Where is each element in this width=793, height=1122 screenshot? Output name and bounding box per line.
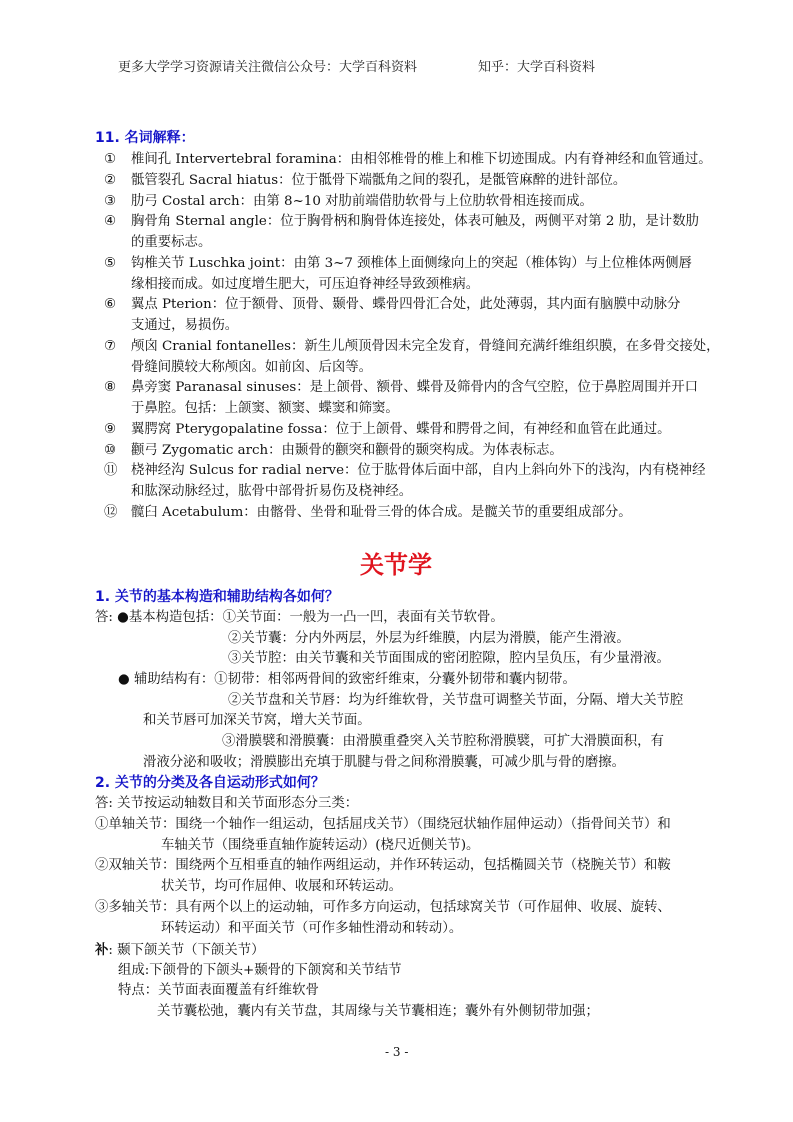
q2-line: ③多轴关节：具有两个以上的运动轴，可作多方向运动，包括球窝关节（可作屈伸、收展、旋转、 [95,900,671,915]
item-number: ③ [104,193,117,209]
q2-line: ①单轴关节：围绕一个轴作一组运动，包括屈戌关节）（围绕冠状轴作屈伸运动）（指骨间关节）和 [95,817,671,832]
section-11-heading: 11. 名词解释： [95,130,195,146]
q1-heading: 1. 关节的基本构造和辅助结构各如何？ [95,589,339,605]
supplement-line: 关节囊松弛，囊内有关节盘，其周缘与关节囊相连；囊外有外侧韧带加强； [157,1004,599,1019]
q1-line: 答: ●基本构造包括：①关节面：一般为一凸一凹，表面有关节软骨。 [95,610,504,625]
q1-line: ②关节囊：分内外两层，外层为纤维膜，内层为滑膜，能产生滑液。 [228,631,630,646]
q1-line: ③滑膜襞和滑膜囊：由滑膜重叠突入关节腔称滑膜襞，可扩大滑膜面积，有 [222,734,664,749]
glossary-line: 胸骨角 Sternal angle：位于胸骨柄和胸骨体连接处，体表可触及，两侧平对第 2 肋，是计数肋 [131,214,699,230]
glossary-line: 桡神经沟 Sulcus for radial nerve：位于肱骨体后面中部，自内上斜向外下的浅沟，内有桡神经 [131,463,706,479]
supplement-line: 组成:下颌骨的下颌头+颞骨的下颌窝和关节结节 [118,963,402,978]
item-number: ⑥ [104,297,117,313]
q2-line: 状关节，均可作屈伸、收展和环转运动。 [161,879,403,894]
q2-line: 环转运动）和平面关节（可作多轴性滑动和转动）。 [161,921,463,936]
q2-heading: 2. 关节的分类及各自运动形式如何？ [95,775,325,791]
item-number: ⑩ [104,442,117,458]
q1-line: 和关节唇可加深关节窝，增大关节面。 [143,713,371,728]
glossary-line: 髋臼 Acetabulum：由髂骨、坐骨和耻骨三骨的体合成。是髋关节的重要组成部分。 [131,504,632,520]
header-left: 更多大学学习资源请关注微信公众号：大学百科资料 [118,60,418,75]
q2-line: 答: 关节按运动轴数目和关节面形态分三类： [95,796,359,811]
item-number: ⑪ [104,463,118,479]
page-number: - 3 - [385,1045,409,1059]
glossary-line: 椎间孔 Intervertebral foramina：由相邻椎骨的椎上和椎下切迹围成。内有脊神经和血管通过。 [131,152,712,167]
glossary-line: 钩椎关节 Luschka joint：由第 3~7 颈椎体上面侧缘向上的突起（椎体钩）与上位椎体两侧唇 [131,255,692,271]
q2-line: ②双轴关节：围绕两个互相垂直的轴作两组运动，并作环转运动，包括椭圆关节（桡腕关节）和鞍 [95,858,671,873]
header-right: 知乎：大学百科资料 [478,60,596,75]
glossary-line: 的重要标志。 [131,235,212,250]
chapter-title: 关节学 [360,551,432,579]
item-number: ① [104,152,117,167]
glossary-line: 和肱深动脉经过，肱骨中部骨折易伤及桡神经。 [131,484,413,499]
item-number: ② [104,172,117,188]
glossary-line: 颅囟 Cranial fontanelles：新生儿颅顶骨因未完全发育，骨缝间充满纤维组织膜，在多骨交接处， [131,338,720,354]
item-number: ⑤ [104,255,117,271]
glossary-line: 翼腭窝 Pterygopalatine fossa：位于上颌骨、蝶骨和腭骨之间，有神经和血管在此通过。 [131,421,671,437]
supplement-title: : 颞下颌关节（下颌关节） [108,943,265,958]
q2-line: 车轴关节（围绕垂直轴作旋转运动）(桡尺近侧关节)。 [161,838,480,853]
q1-line: ②关节盘和关节唇：均为纤维软骨，关节盘可调整关节面，分隔、增大关节腔 [228,693,684,708]
glossary-line: 鼻旁窦 Paranasal sinuses：是上颌骨、额骨、蝶骨及筛骨内的含气空腔，位于鼻腔周围并开口 [131,380,698,396]
glossary-line: 颧弓 Zygomatic arch：由颞骨的颧突和颧骨的颞突构成。为体表标志。 [131,442,563,458]
item-number: ④ [104,214,117,230]
glossary-line: 骶管裂孔 Sacral hiatus：位于骶骨下端骶角之间的裂孔，是骶管麻醉的进针部位。 [131,172,627,188]
q1-line: ③关节腔：由关节囊和关节面围成的密闭腔隙，腔内呈负压，有少量滑液。 [228,651,670,666]
supplement-title-line [95,941,264,960]
q1-line: 滑液分泌和吸收；滑膜膨出充填于肌腱与骨之间称滑膜囊，可减少肌与骨的磨擦。 [143,755,626,770]
q1-line: ● 辅助结构有：①韧带：相邻两骨间的致密纤维束，分囊外韧带和囊内韧带。 [118,672,576,687]
glossary-line: 肋弓 Costal arch：由第 8~10 对肋前端借肋软骨与上位肋软骨相连接而成。 [131,193,593,209]
supplement-label: 补 [95,942,109,958]
supplement-line: 特点：关节面表面覆盖有纤维软骨 [118,983,319,998]
item-number: ⑦ [104,338,117,354]
item-number: ⑫ [104,504,118,520]
glossary-line: 于鼻腔。包括：上颌窦、额窦、蝶窦和筛窦。 [131,401,399,416]
item-number: ⑧ [104,380,117,396]
glossary-line: 支通过，易损伤。 [131,318,239,333]
glossary-line: 骨缝间膜较大称颅囟。如前囟、后囟等。 [131,359,373,375]
glossary-line: 翼点 Pterion：位于额骨、顶骨、颞骨、蝶骨四骨汇合处，此处薄弱，其内面有脑膜中动脉分 [131,297,681,313]
item-number: ⑨ [104,421,117,437]
glossary-line: 缘相接而成。如过度增生肥大，可压迫脊神经导致颈椎病。 [131,276,480,292]
